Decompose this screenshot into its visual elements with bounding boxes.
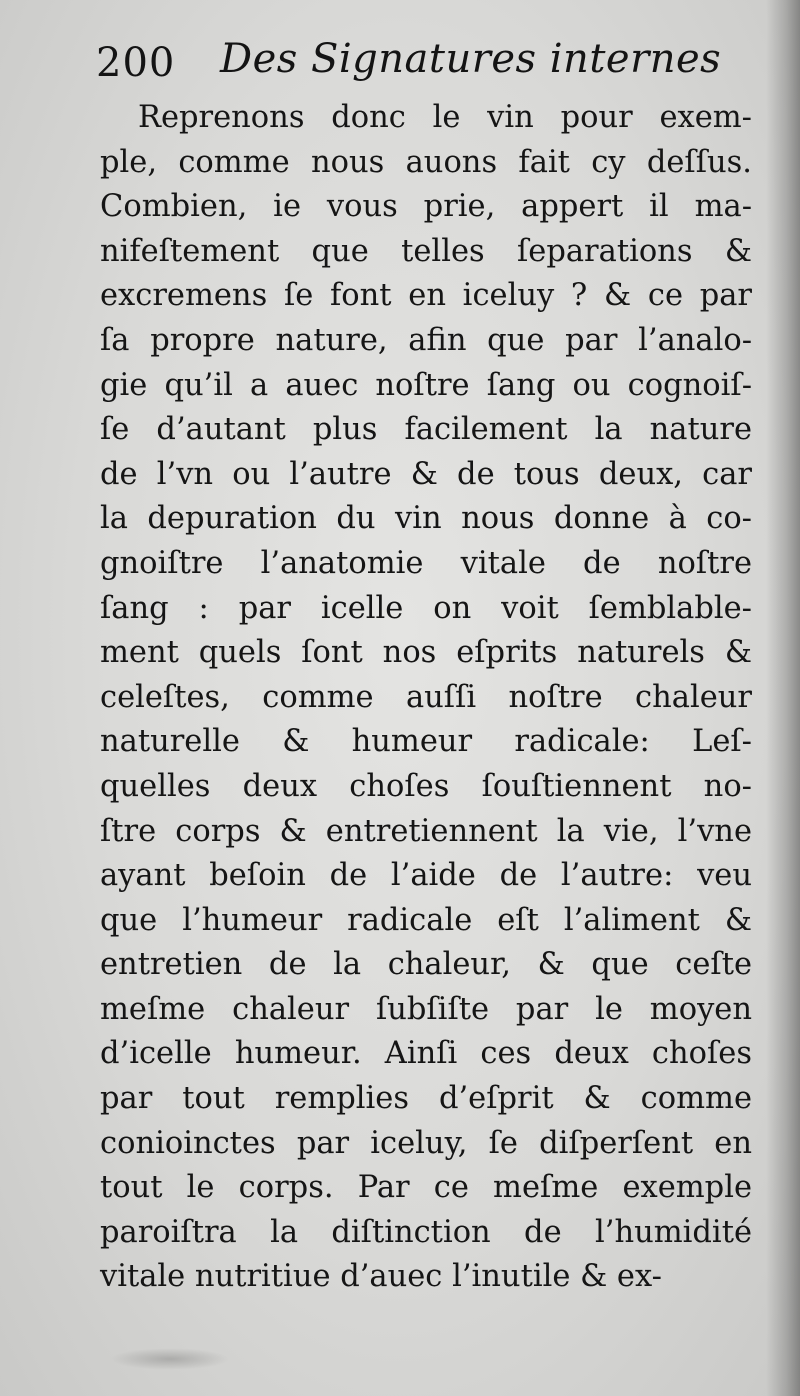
text-line: gie qu’il a auec noſtre ſang ou cognoiſ- <box>100 367 752 403</box>
text-line: ple, comme nous auons fait cy deſſus. <box>100 144 752 180</box>
text-line: paroiſtra la diſtinction de l’humidité <box>100 1214 752 1250</box>
text-line: ment quels ſont nos eſprits naturels & <box>100 635 752 671</box>
text-line: ſang : par icelle on voit ſemblable- <box>100 590 752 626</box>
text-line: naturelle & humeur radicale: Leſ- <box>100 724 752 760</box>
text-line: la depuration du vin nous donne à co- <box>100 501 752 537</box>
running-title: Des Signatures internes <box>220 36 722 82</box>
text-line: vitale nutritiue d’auec l’inutile & ex- <box>100 1259 662 1295</box>
text-line: gnoiſtre l’anatomie vitale de noſtre <box>100 545 752 581</box>
page-number: 200 <box>96 40 176 86</box>
text-line: que l’humeur radicale eſt l’aliment & <box>100 902 752 938</box>
text-line: ſtre corps & entretiennent la vie, l’vne <box>100 813 752 849</box>
page-header <box>96 36 756 96</box>
text-line: ſa propre nature, afin que par l’analo- <box>100 322 752 358</box>
ink-smudge <box>110 1348 230 1370</box>
text-line: quelles deux choſes ſouſtiennent no- <box>100 768 752 804</box>
text-line: Reprenons donc le vin pour exem- <box>138 100 752 135</box>
body-text <box>100 96 752 1300</box>
text-line: conioinctes par iceluy, ſe diſperſent en <box>100 1125 752 1161</box>
page-edge-shadow <box>766 0 800 1396</box>
text-line: nifeſtement que telles ſeparations & <box>100 233 752 269</box>
text-line: de l’vn ou l’autre & de tous deux, car <box>100 456 752 492</box>
text-line: entretien de la chaleur, & que ceſte <box>100 947 752 983</box>
text-line: d’icelle humeur. Ainſi ces deux choſes <box>100 1036 752 1072</box>
text-line: ſe d’autant plus facilement la nature <box>100 412 752 448</box>
text-line: ayant beſoin de l’aide de l’autre: veu <box>100 858 752 894</box>
text-line: Combien, ie vous prie, appert il ma- <box>100 189 752 225</box>
text-line: celeſtes, comme auſſi noſtre chaleur <box>100 679 752 715</box>
text-line: meſme chaleur ſubſiſte par le moyen <box>100 991 752 1027</box>
text-line: excremens ſe font en iceluy ? & ce par <box>100 278 752 314</box>
text-line: par tout remplies d’eſprit & comme <box>100 1081 752 1117</box>
text-line: tout le corps. Par ce meſme exemple <box>100 1170 752 1206</box>
